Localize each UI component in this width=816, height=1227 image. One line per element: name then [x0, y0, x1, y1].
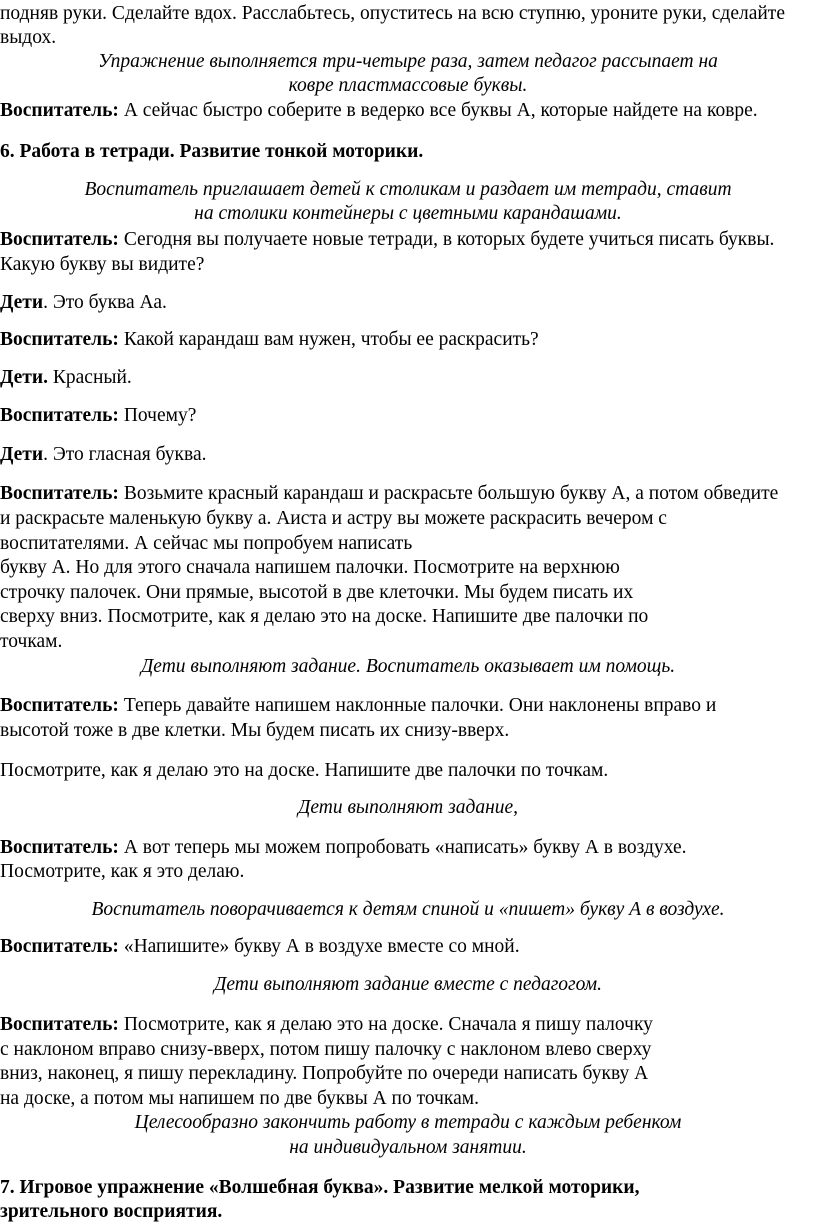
dialogue-line — [0, 404, 196, 428]
text-line: подняв руки. Сделайте вдох. Расслабьтесь, опуститесь на всю ступню, уроните руки, сделайте — [0, 3, 785, 24]
text-line: выдох. — [0, 27, 57, 48]
speech-text: . Это гласная буква. — [43, 444, 207, 465]
dialogue-line — [0, 228, 774, 252]
speech-text: «Напишите» букву А в воздухе вместе со мной. — [118, 936, 520, 957]
text-line: сверху вниз. Посмотрите, как я делаю это на доске. Напишите две палочки по — [0, 606, 649, 627]
text-line: Посмотрите, как я делаю это на доске. Напишите две палочки по точкам. — [0, 760, 609, 781]
speaker-label: Воспитатель: — [0, 936, 119, 957]
speaker-label: Воспитатель: — [0, 405, 119, 426]
stage-direction: Дети выполняют задание вместе с педагогом. — [213, 974, 602, 995]
stage-direction: Упражнение выполняется три-четыре раза, затем педагог рассыпает на — [98, 51, 718, 72]
text-line: букву А. Но для этого сначала напишем палочки. Посмотрите на верхнюю — [0, 557, 620, 578]
text-line: и раскрасьте маленькую букву а. Аиста и астру вы можете раскрасить вечером с — [0, 508, 667, 529]
text-line: точкам. — [0, 631, 63, 652]
text-line: на доске, а потом мы напишем по две буквы А по точкам. — [0, 1088, 479, 1109]
speaker-label: Дети — [0, 292, 44, 313]
section-heading: зрительного восприятия. — [0, 1201, 223, 1222]
dialogue-line — [0, 694, 716, 718]
text-line: строчку палочек. Они прямые, высотой в две клеточки. Мы будем писать их — [0, 582, 634, 603]
stage-direction: на индивидуальном занятии. — [289, 1137, 527, 1158]
speaker-label: Дети — [0, 444, 44, 465]
dialogue-line — [0, 99, 758, 123]
speaker-label: Воспитатель: — [0, 229, 119, 250]
speech-text: Красный. — [48, 367, 132, 388]
stage-direction: Дети выполняют задание, — [297, 797, 519, 818]
speech-text: Теперь давайте напишем наклонные палочки. Они наклонены вправо и — [118, 695, 717, 716]
text-line: с наклоном вправо снизу-вверх, потом пишу палочку с наклоном влево сверху — [0, 1039, 652, 1060]
text-line: высотой тоже в две клетки. Мы будем писать их снизу-вверх. — [0, 720, 510, 741]
section-heading: 6. Работа в тетради. Развитие тонкой моторики. — [0, 141, 424, 162]
stage-direction: Воспитатель приглашает детей к столикам и раздает им тетради, ставит — [84, 179, 732, 200]
text-line: воспитателями. А сейчас мы попробуем написать — [0, 533, 413, 554]
speech-text: Какой карандаш вам нужен, чтобы ее раскрасить? — [118, 329, 539, 350]
dialogue-line — [0, 935, 520, 959]
stage-direction: Дети выполняют задание. Воспитатель оказывает им помощь. — [140, 656, 676, 677]
section-heading: 7. Игровое упражнение «Волшебная буква». Развитие мелкой моторики, — [0, 1177, 640, 1198]
text-line: Посмотрите, как я это делаю. — [0, 861, 245, 882]
speaker-label: Воспитатель: — [0, 483, 119, 504]
stage-direction: на столики контейнеры с цветными карандашами. — [194, 203, 622, 224]
stage-direction: ковре пластмассовые буквы. — [288, 75, 528, 96]
text-line: вниз, наконец, я пишу перекладину. Попробуйте по очереди написать букву А — [0, 1063, 649, 1084]
speech-text: . Это буква Аа. — [43, 292, 167, 313]
dialogue-line — [0, 328, 539, 352]
text-line: Какую букву вы видите? — [0, 254, 205, 275]
speech-text: Посмотрите, как я делаю это на доске. Сначала я пишу палочку — [118, 1014, 653, 1035]
stage-direction: Целесообразно закончить работу в тетради с каждым ребенком — [134, 1112, 682, 1133]
speaker-label: Воспитатель: — [0, 695, 119, 716]
speech-text: Сегодня вы получаете новые тетради, в которых будете учиться писать буквы. — [118, 229, 775, 250]
speaker-label: Дети. — [0, 367, 48, 388]
dialogue-line — [0, 1013, 653, 1037]
dialogue-line — [0, 366, 132, 390]
speaker-label: Воспитатель: — [0, 100, 119, 121]
dialogue-line — [0, 836, 687, 860]
speaker-label: Воспитатель: — [0, 837, 119, 858]
dialogue-line — [0, 291, 167, 315]
dialogue-line — [0, 443, 207, 467]
speaker-label: Воспитатель: — [0, 329, 119, 350]
speech-text: Возьмите красный карандаш и раскрасьте большую букву А, а потом обведите — [118, 483, 779, 504]
speech-text: Почему? — [118, 405, 197, 426]
speaker-label: Воспитатель: — [0, 1014, 119, 1035]
dialogue-line — [0, 482, 778, 506]
speech-text: А вот теперь мы можем попробовать «написать» букву А в воздухе. — [118, 837, 687, 858]
stage-direction: Воспитатель поворачивается к детям спиной и «пишет» букву А в воздухе. — [91, 899, 725, 920]
speech-text: А сейчас быстро соберите в ведерко все буквы А, которые найдете на ковре. — [118, 100, 758, 121]
